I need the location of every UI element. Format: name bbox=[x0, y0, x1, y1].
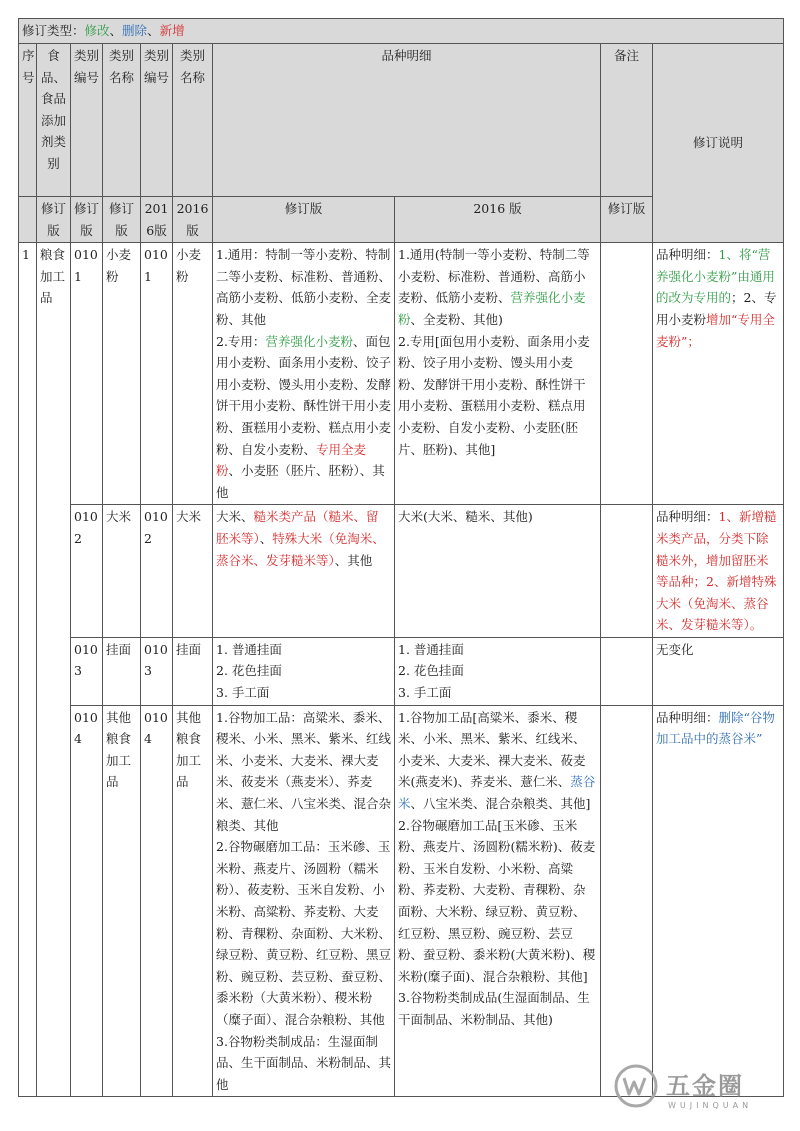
note-text: 品种明细： bbox=[656, 709, 719, 725]
variety-text: 、其他 bbox=[334, 552, 373, 568]
category-name: 其他粮食加工品 bbox=[103, 705, 141, 1097]
variety-2016 bbox=[395, 243, 601, 505]
variety-item: 3. 手工面 bbox=[398, 685, 452, 701]
table-row bbox=[19, 637, 784, 705]
variety-item: 3. 手工面 bbox=[216, 685, 270, 701]
variety-item: 2.专用[面包用小麦粉、面条用小麦粉、饺子用小麦粉、馒头用小麦粉、发酵饼干用小麦粉、酥性饼干用小麦粉、蛋糕用小麦粉、糕点用小麦粉、自发小麦粉、小麦胚(胚片、胚粉)、其他] bbox=[398, 333, 590, 457]
added-text: 糙米类产品（糙米、留胚米等） bbox=[216, 509, 379, 546]
header-category-code: 类别编号 bbox=[71, 44, 103, 197]
watermark-logo bbox=[612, 1060, 792, 1112]
watermark-subtext: WUJINQUAN bbox=[668, 1101, 753, 1110]
deleted-text: 删除“谷物加工品中的蒸谷米” bbox=[656, 709, 775, 747]
category-code-2016: 0104 bbox=[141, 705, 173, 1097]
row-seq: 1 bbox=[19, 243, 37, 1097]
variety-item: 3.谷物粉类制成品(生湿面制品、生干面制品、米粉制品、其他) bbox=[398, 990, 590, 1027]
variety-item: 2.谷物碾磨加工品：玉米碜、玉米粉、燕麦片、汤圆粉（糯米粉）、莜麦粉、玉米自发粉、小米粉、高粱粉、荞麦粉、大麦粉、青稞粉、杂面粉、大米粉、绿豆粉、黄豆粉、红豆粉、黑豆粉、豌豆粉、芸豆粉、蚕豆粉、黍米粉（大黄米粉）、稷米粉（糜子面）、混合杂粮粉、其他 bbox=[216, 839, 392, 1027]
revision-note bbox=[653, 705, 784, 1097]
header-food-category: 食品、食品添加剂类别 bbox=[37, 44, 71, 197]
note-text: ；2、专用小麦粉 bbox=[656, 290, 777, 327]
header-row-1 bbox=[19, 44, 784, 197]
note-text: 品种明细： bbox=[656, 247, 719, 263]
variety-item: 1. 普通挂面 bbox=[216, 641, 282, 657]
remark-cell bbox=[601, 243, 653, 505]
variety-item bbox=[398, 707, 597, 815]
header-rev-code: 修订版 bbox=[71, 197, 103, 243]
header-2016-code: 2016版 bbox=[141, 197, 173, 243]
legend-modify: 修改 bbox=[84, 23, 110, 38]
variety-2016 bbox=[395, 705, 601, 1097]
variety-text: 、小麦胚（胚片、胚粉）、其他 bbox=[216, 463, 385, 500]
category-code: 0101 bbox=[71, 243, 103, 505]
modified-text: 营养强化小麦粉 bbox=[398, 290, 586, 327]
remark-cell bbox=[601, 705, 653, 1097]
watermark-text: 五金圈 bbox=[666, 1072, 744, 1100]
category-code-2016: 0102 bbox=[141, 505, 173, 638]
header-rev-name: 修订版 bbox=[103, 197, 141, 243]
header-category-name-2016: 类别名称 bbox=[173, 44, 213, 197]
table-row bbox=[19, 243, 784, 505]
variety-2016 bbox=[395, 637, 601, 705]
header-seq: 序号 bbox=[19, 44, 37, 197]
added-text: 专用全麦粉 bbox=[216, 441, 367, 479]
category-name-2016: 小麦粉 bbox=[173, 243, 213, 505]
revision-type-label: 修订类型： bbox=[22, 23, 85, 38]
revision-type-legend bbox=[19, 19, 784, 44]
header-remark-revised: 修订版 bbox=[601, 197, 653, 243]
category-name: 小麦粉 bbox=[103, 243, 141, 505]
added-text: 1、新增糙米类产品，分类下除糙米外，增加留胚米等品种；2、新增特殊大米（免淘米、蒸谷米、发芽糙米等）。 bbox=[656, 509, 777, 633]
variety-revised bbox=[213, 243, 395, 505]
revision-note bbox=[653, 505, 784, 638]
variety-text: 2.专用： bbox=[216, 333, 266, 349]
category-code: 0104 bbox=[71, 705, 103, 1097]
category-name-2016: 大米 bbox=[173, 505, 213, 638]
variety-revised bbox=[213, 505, 395, 638]
category-name-2016: 挂面 bbox=[173, 637, 213, 705]
table-row bbox=[19, 505, 784, 638]
variety-item: 1.谷物加工品：高粱米、黍米、稷米、小米、黑米、紫米、红线米、小麦米、大麦米、裸大麦米、莜麦米（燕麦米）、荞麦米、薏仁米、八宝米类、混合杂粮类、其他 bbox=[216, 709, 392, 833]
revision-type-row bbox=[19, 19, 784, 44]
category-code-2016: 0103 bbox=[141, 637, 173, 705]
added-text: 增加“专用全麦粉”； bbox=[656, 311, 775, 349]
revision-note: 无变化 bbox=[653, 637, 784, 705]
category-code: 0102 bbox=[71, 505, 103, 638]
variety-text: 1.谷物加工品[高粱米、黍米、稷米、小米、黑米、紫米、红线米、小麦米、大麦米、裸大麦米、莜麦米(燕麦米)、荞麦米、薏仁米、 bbox=[398, 709, 586, 790]
category-code: 0103 bbox=[71, 637, 103, 705]
header-category-code-2016: 类别编号 bbox=[141, 44, 173, 197]
legend-sep: 、 bbox=[109, 23, 123, 38]
variety-item bbox=[398, 244, 597, 330]
variety-item: 3.谷物粉类制成品：生湿面制品、生干面制品、米粉制品、其他 bbox=[216, 1033, 392, 1092]
variety-text: 、全麦粉、其他) bbox=[410, 311, 503, 327]
row-food-category: 粮食加工品 bbox=[37, 243, 71, 1097]
variety-text: 、面包用小麦粉、面条用小麦粉、饺子用小麦粉、馒头用小麦粉、发酵饼干用小麦粉、酥性饼干用小麦粉、蛋糕用小麦粉、糕点用小麦粉、自发小麦粉、 bbox=[216, 333, 392, 457]
deleted-text: 蒸谷米 bbox=[398, 774, 596, 812]
header-revision-note: 修订说明 bbox=[653, 44, 784, 243]
variety-item: 2. 花色挂面 bbox=[216, 663, 282, 679]
category-code-2016: 0101 bbox=[141, 243, 173, 505]
variety-item: 1.通用：特制一等小麦粉、特制二等小麦粉、标准粉、普通粉、高筋小麦粉、低筋小麦粉、全麦粉、其他 bbox=[216, 247, 392, 327]
header-empty-cell bbox=[19, 197, 37, 243]
legend-delete: 删除 bbox=[122, 23, 148, 38]
variety-text: 大米、 bbox=[216, 509, 254, 525]
revision-table bbox=[18, 18, 784, 1097]
header-variety-2016: 2016 版 bbox=[395, 197, 601, 243]
header-rev-food-category: 修订版 bbox=[37, 197, 71, 243]
variety-text: 、 bbox=[259, 530, 273, 546]
header-remark: 备注 bbox=[601, 44, 653, 197]
header-category-name: 类别名称 bbox=[103, 44, 141, 197]
variety-revised bbox=[213, 637, 395, 705]
variety-item: 2. 花色挂面 bbox=[398, 663, 464, 679]
header-2016-name: 2016版 bbox=[173, 197, 213, 243]
variety-2016: 大米(大米、糙米、其他) bbox=[395, 505, 601, 638]
added-text: 特殊大米（免淘米、蒸谷米、发芽糙米等） bbox=[216, 530, 385, 568]
remark-cell bbox=[601, 505, 653, 638]
remark-cell bbox=[601, 637, 653, 705]
watermark-logo-icon bbox=[612, 1060, 792, 1112]
category-name: 大米 bbox=[103, 505, 141, 638]
category-name: 挂面 bbox=[103, 637, 141, 705]
variety-item: 1. 普通挂面 bbox=[398, 641, 464, 657]
header-variety-detail: 品种明细 bbox=[213, 44, 601, 197]
revision-note bbox=[653, 243, 784, 505]
legend-sep: 、 bbox=[147, 23, 160, 38]
legend-add: 新增 bbox=[159, 23, 185, 38]
note-text: 品种明细： bbox=[656, 509, 719, 525]
table-row bbox=[19, 705, 784, 1097]
modified-text: 营养强化小麦粉 bbox=[265, 333, 353, 349]
variety-text: 1.通用(特制一等小麦粉、特制二等小麦粉、标准粉、普通粉、高筋小麦粉、低筋小麦粉、 bbox=[398, 247, 590, 306]
variety-item: 2.谷物碾磨加工品[玉米碜、玉米粉、燕麦片、汤圆粉(糯米粉)、莜麦粉、玉米自发粉、小米粉、高粱粉、荞麦粉、大麦粉、青稞粉、杂面粉、大米粉、绿豆粉、黄豆粉、红豆粉、黑豆粉、豌豆粉、芸豆粉、蚕豆粉、黍米粉(大黄米粉)、稷米粉(糜子面)、混合杂粮粉、其他] bbox=[398, 817, 596, 984]
modified-text: 1、将“营养强化小麦粉”由通用的改为专用的 bbox=[656, 247, 775, 306]
variety-text: 、八宝米类、混合杂粮类、其他] bbox=[410, 796, 591, 812]
header-variety-revised: 修订版 bbox=[213, 197, 395, 243]
category-name-2016: 其他粮食加工品 bbox=[173, 705, 213, 1097]
variety-item bbox=[216, 331, 391, 504]
variety-revised bbox=[213, 705, 395, 1097]
